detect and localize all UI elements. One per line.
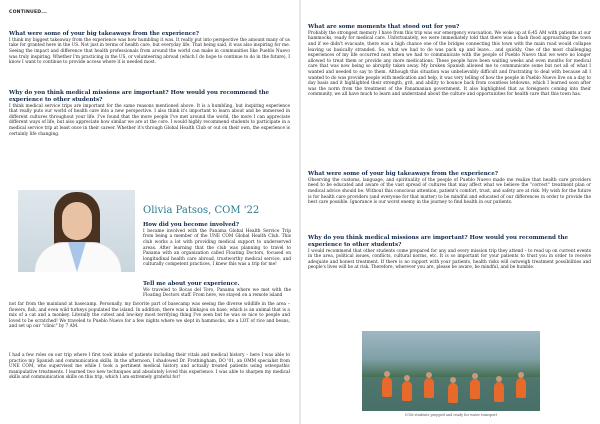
answer-paragraph: Observing the customs, language, and spirituality of the people of Pueblo Nuevo made me realize that health care providers need to be educated and aware of the vast spread of cultures that may affect what we believe the "correct" treatment plan or medical advice should be. Without this conscious attention, patient's comfort, trust, and safety are at risk. My wish for the future is for health care providers (and everyone for that matter) to be mindful and educated of our differences in order to provide the best care possible. Ignorance is our worst enemy in the journey to find health in our patients.: [308, 177, 591, 206]
question-heading: What were some of your big takeaways from the experience?: [308, 171, 499, 177]
group-photo: [362, 331, 540, 411]
question-heading: Tell me about your experience.: [143, 281, 240, 287]
question-heading: Why do you think medical missions are important? How would you recommend the experience to other students?: [308, 235, 569, 248]
photo-caption: COM students prepped and ready for water transport: [404, 413, 498, 417]
answer-paragraph: I think my biggest takeaway from the experience was how humbling it was. It really put into perspective the amount many of us take for granted here in the US. Not just in terms of health care, but everyday life. That being said, it was also inspiring for me. Seeing the impact and difference that health professionals from around the world can make in communities like Pueblo Nuevo was truly inspiring. Whether I'm practicing in the US, or volunteering abroad (which I do hope to continue to do in the future), I know I want to continue to provide access where it is needed most.: [9, 37, 290, 66]
answer-paragraph: I think medical service trips are important for the same reasons mentioned above. It is a humbling, but inspiring experience that really puts our world of health care into a new perspective. I also think it's important to learn about and be immersed in different cultures throughout your life. I've found that the more people I've met around the world, the more I can appreciate different ways of life, but also appreciate how similar we are at the core. I would highly recommend students to participate in a medical service trip at least once in their career. Whether it's through Global Health Club or out on their own, the experience is certainly life changing.: [9, 103, 290, 137]
answer-paragraph: I would recommend that other students come prepared for any and every mission trip they attend – to read up on current events in the area, political issues, conflicts, cultural norms, etc. It is so important for your patients to trust you in order to receive adequate and honest treatment. If there is no rapport with your patients, health risks will outweigh treatment possibilities and people's lives will be at risk. Therefore, wherever you are, please be aware, be mindful, and be humble.: [308, 248, 591, 271]
left-page: [0, 0, 299, 424]
left-section-takeaways: [9, 31, 290, 66]
question-heading: What were some of your big takeaways from the experience?: [9, 31, 200, 37]
question-heading: What are some moments that stood out for you?: [308, 24, 460, 30]
question-heading: How did you become involved?: [143, 222, 239, 228]
right-section-takeaways: [308, 171, 591, 206]
question-heading: Why do you think medical missions are important? How would you recommend the experience to other students?: [9, 90, 270, 103]
answer-paragraph: Probably the strongest memory I have from this trip was our emergency evacuation. We woke up at 6:45 AM with patients at our hammocks, ready for medical care. Unfortunately, we were immediately told that there was a flash flood approaching the town and if we didn't evacuate, there was a high chance one of the bridges connecting this town with the main road would collapse leaving us basically stranded. So, what we had to do was pack up and leave... and quickly. One of the most challenging experiences of my life occurred next when we had to communicate with the people of Pueblo Nuevo that we were no longer allowed to treat them or provide any more medications. These people have been waiting weeks and even months for medical care that was now being so abruptly taken away. My broken Spanish allowed me to communicate some but not all of what I wanted and needed to say to them. Although this situation was unbelievably difficult and frustrating to deal with because all I wanted to do was provide people with medication and help, it was very telling of how the people in Pueblo Nuevo live on a day to day basis and it highlighted their strength, grit, and ability to bounce back from countless letdowns, which I learned soon after was the norm from the treatment of the Panamanian government. It also highlighted that as foreigners coming into their community, we all have much to learn and understand about the culture and opportunities for health care that this town has.: [308, 30, 591, 98]
left-section-involved: [143, 222, 291, 268]
left-section-experience-cont: [9, 302, 290, 330]
profile-photo: [18, 190, 135, 272]
right-section-moments: [308, 24, 591, 98]
continued-label: CONTINUED...: [9, 10, 48, 15]
answer-paragraph: I became involved with the Panama Global Health Service Trip from being a member of the UNE COM Global Health Club. This club works a lot with providing medical support to underserved areas. After learning that the club was planning to travel to Panama with an organization called Floating Doctors, focused on longitudinal health care abroad, trustworthy medical service, and culturally competent practices, I knew this was a trip for me!: [143, 228, 291, 268]
answer-paragraph: not far from the mainland at basecamp. Personally, my favorite part of basecamp was seeing the diverse wildlife in the area – flowers, fish, and even wild turkeys populated the island. In addition, there was a kinkajou on base, which is an animal that is a mix of a cat and a monkey. Literally the cutest and low-key most terrifying thing I've seen but he was so nice to people and loved to be scratched! We traveled to Pueblo Nuevo for a few nights where we slept in hammocks, ate a LOT of rice and beans, and set up our "clinic" by 7 AM.: [9, 302, 290, 330]
profile-name: Olivia Patsos, COM '22: [143, 205, 260, 216]
answer-paragraph: I had a few roles on our trip where I first took intake of patients including their vitals and medical history – here I was able to practice my Spanish and communication skills. In the afternoon, I shadowed Dr. Frothingham, DO '01, an OMM specialist from UNE COM, who supervised me while I took a pertinent medical history and actually treated patients using osteopathic manipulative treatments. I learned two new techniques and absolutely loved this experience. I was able to sharpen my medical skills and communication skills on this trip, which I am extremely grateful for!: [9, 353, 290, 381]
right-section-missions: [308, 235, 591, 271]
left-section-experience: [143, 281, 291, 299]
left-section-missions: [9, 90, 290, 137]
left-section-roles: [9, 353, 290, 381]
answer-paragraph: We traveled to Bocas del Toro, Panama where we met with the Floating Doctors staff. From here, we stayed on a remote island: [143, 287, 291, 299]
